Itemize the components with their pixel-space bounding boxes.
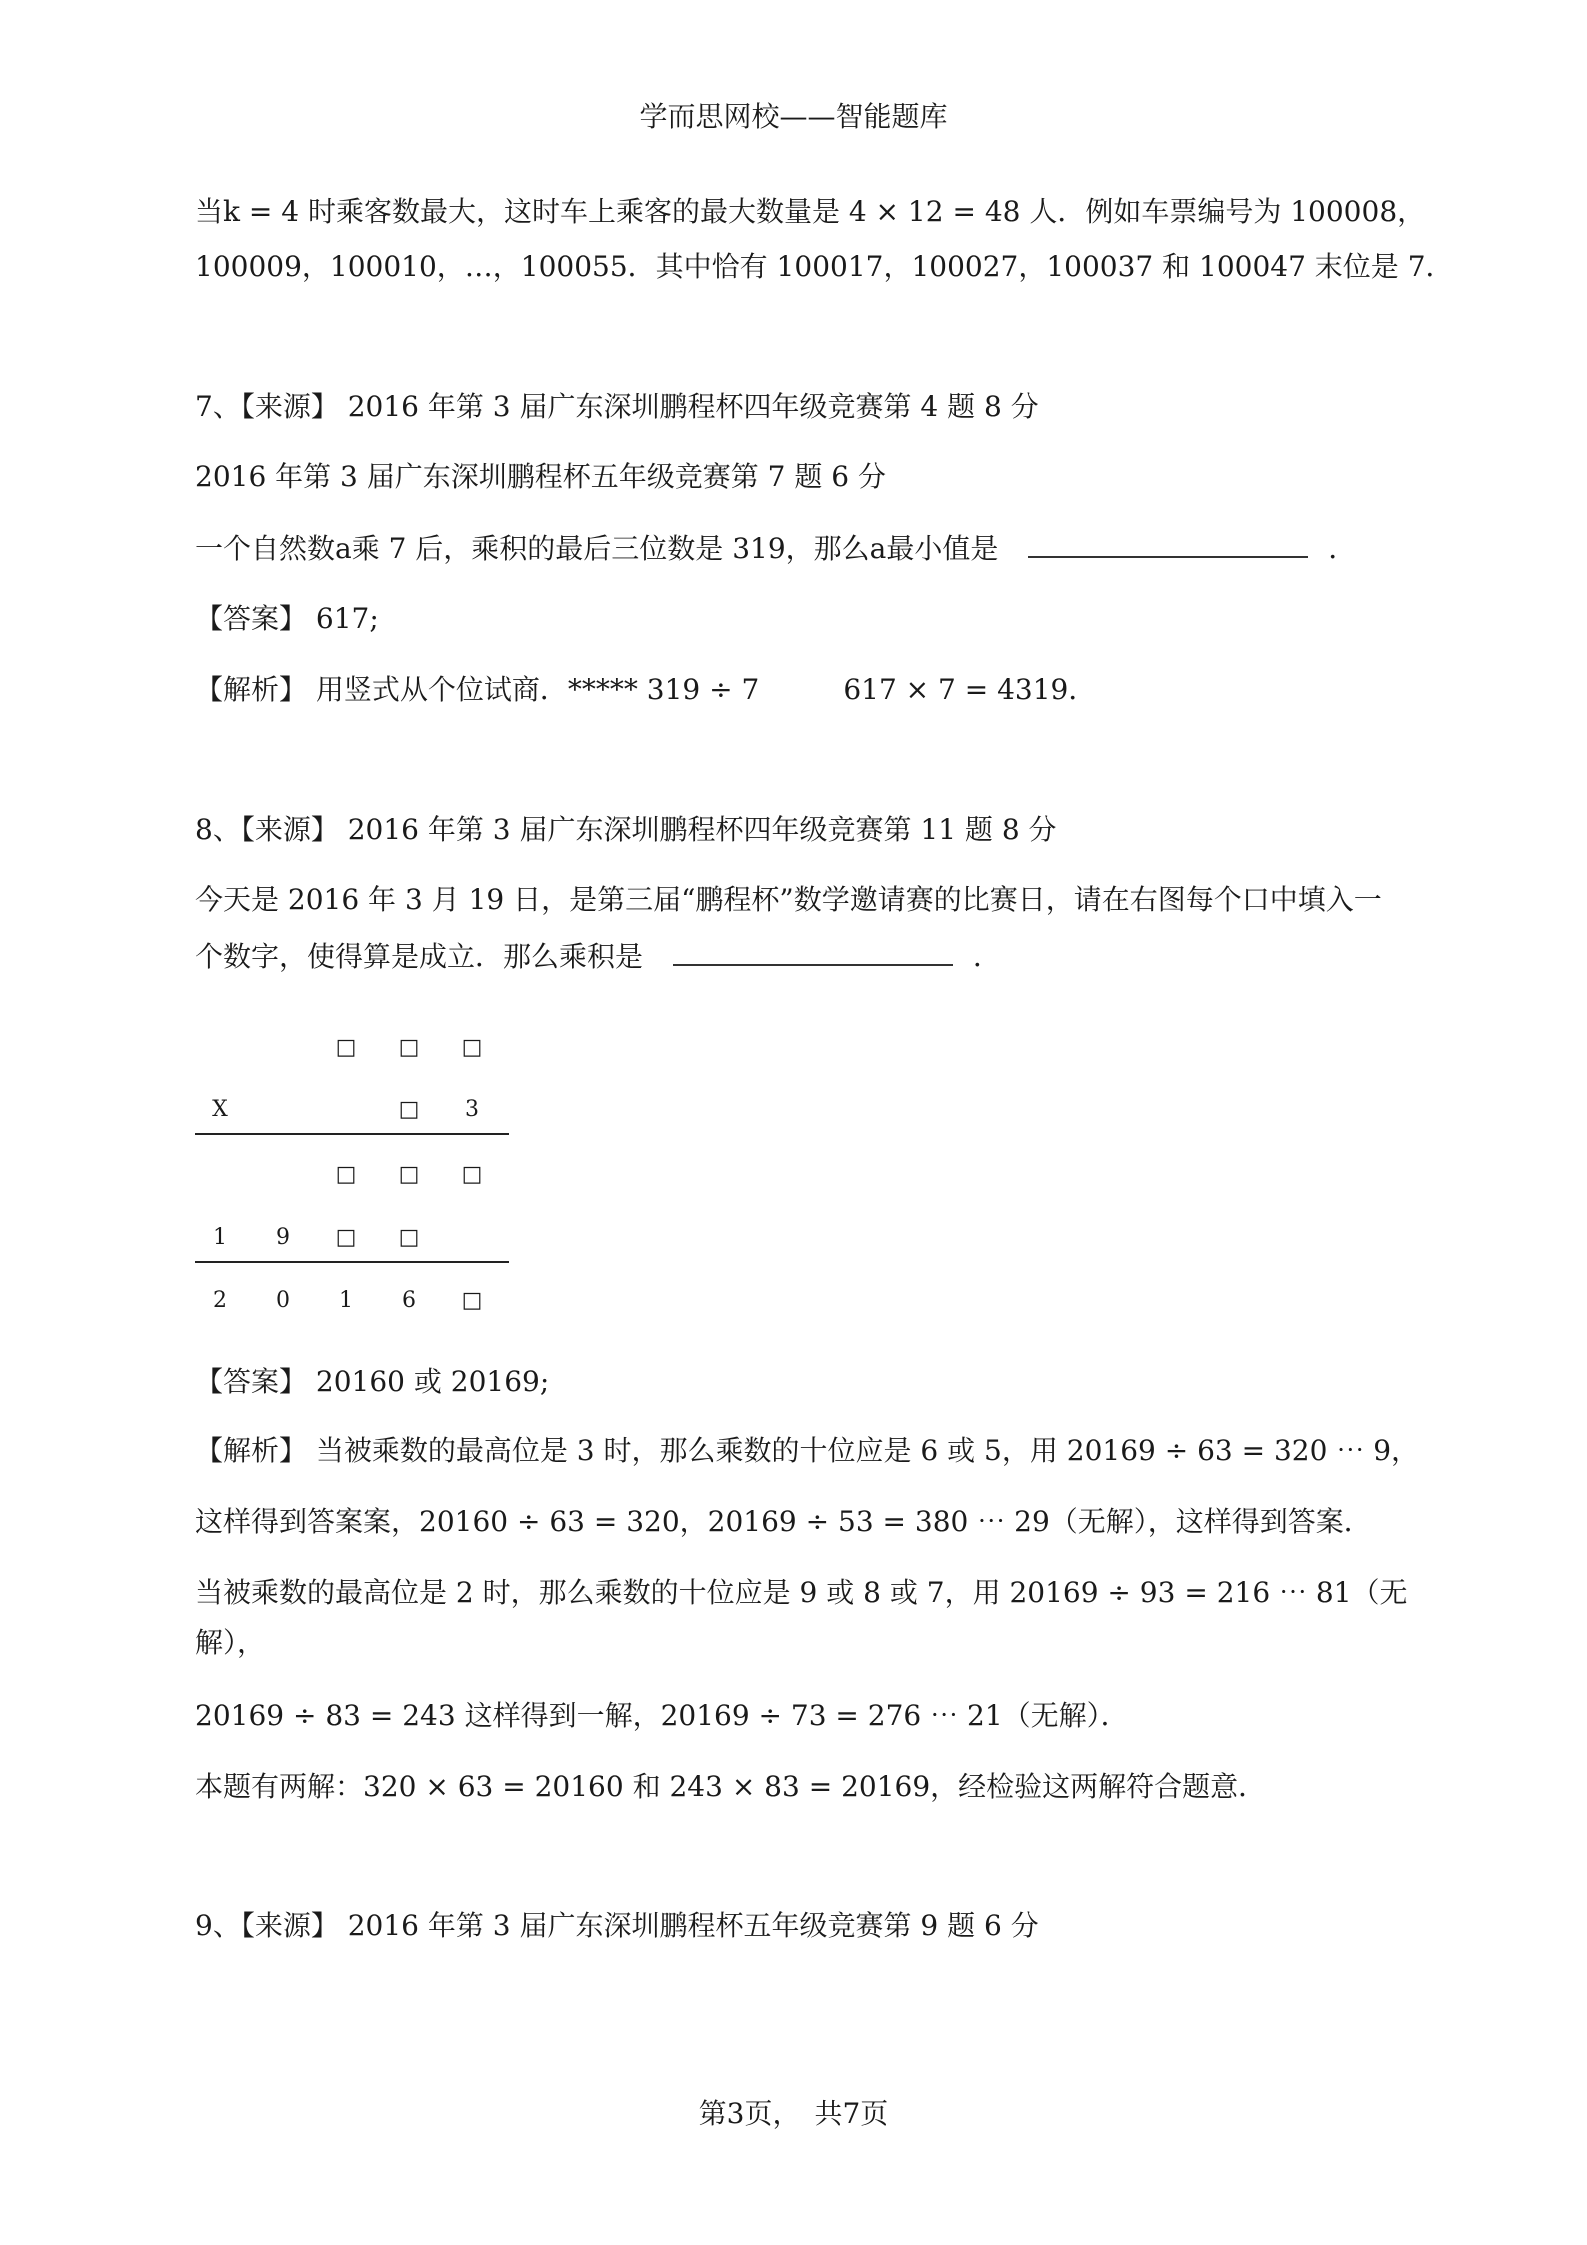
intro-line-2: 100009，100010，…，100055．其中恰有 100017，100027，100037 和 100047 末位是 7． (195, 250, 1454, 283)
q8-analysis-1: 【解析】 当被乘数的最高位是 3 时，那么乘数的十位应是 6 或 5，用 20169 ÷ 63 = 320 ⋯ 9， (195, 1434, 1420, 1467)
grid-rule-1 (195, 1133, 509, 1135)
q7-question (195, 528, 1356, 569)
grid-r1-c3: □ (335, 1035, 357, 1060)
q8-analysis-4: 解）， (195, 1626, 266, 1659)
q8-question-end: ． (973, 940, 1002, 973)
q8-answer: 【答案】 20160 或 20169; (195, 1365, 550, 1398)
grid-rule-2 (195, 1261, 509, 1263)
q8-analysis-5: 20169 ÷ 83 = 243 这样得到一解，20169 ÷ 73 = 276 ⋯ 21（无解）． (195, 1699, 1129, 1732)
q7-answer: 【答案】 617; (195, 602, 379, 635)
q8-question-line-1: 今天是 2016 年 3 月 19 日，是第三届“鹏程杯”数学邀请赛的比赛日，请在右图每个口中填入一 (195, 883, 1382, 916)
grid-r5-c4: 6 (402, 1288, 416, 1313)
intro-line-1: 当k = 4 时乘客数最大，这时车上乘客的最大数量是 4 × 12 = 48 人．例如车票编号为 100008， (195, 195, 1426, 228)
q8-analysis-6: 本题有两解：320 × 63 = 20160 和 243 × 83 = 20169，经检验这两解符合题意． (195, 1770, 1267, 1803)
q7-question-end: ． (1328, 532, 1357, 565)
grid-r5-c2: 0 (276, 1288, 290, 1313)
q8-analysis-2: 这样得到答案案，20160 ÷ 63 = 320，20169 ÷ 53 = 380 ⋯ 29（无解），这样得到答案． (195, 1505, 1372, 1538)
q8-question-line-2 (195, 936, 1001, 977)
grid-r1-c5: □ (461, 1035, 483, 1060)
grid-r3-c3: □ (335, 1162, 357, 1187)
grid-r4-c2: 9 (276, 1225, 290, 1250)
q8-question-text: 个数字，使得算是成立．那么乘积是 (195, 940, 644, 973)
grid-r3-c5: □ (461, 1162, 483, 1187)
grid-r2-c4: □ (398, 1097, 420, 1122)
q7-source-2: 2016 年第 3 届广东深圳鹏程杯五年级竞赛第 7 题 6 分 (195, 460, 887, 493)
q8-answer-blank[interactable] (673, 936, 953, 966)
grid-r4-c4: □ (398, 1225, 420, 1250)
grid-r5-c5: □ (461, 1288, 483, 1313)
q7-source-1: 7、【来源】 2016 年第 3 届广东深圳鹏程杯四年级竞赛第 4 题 8 分 (195, 390, 1039, 423)
q9-source: 9、【来源】 2016 年第 3 届广东深圳鹏程杯五年级竞赛第 9 题 6 分 (195, 1909, 1039, 1942)
q8-analysis-3: 当被乘数的最高位是 2 时，那么乘数的十位应是 9 或 8 或 7，用 20169 ÷ 93 = 216 ⋯ 81（无 (195, 1576, 1408, 1609)
page-header: 学而思网校——智能题库 (639, 100, 948, 133)
grid-r4-c3: □ (335, 1225, 357, 1250)
grid-r4-c1: 1 (213, 1225, 227, 1250)
grid-r5-c3: 1 (339, 1288, 353, 1313)
q7-answer-blank[interactable] (1028, 528, 1308, 558)
q8-source: 8、【来源】 2016 年第 3 届广东深圳鹏程杯四年级竞赛第 11 题 8 分 (195, 813, 1057, 846)
multiplication-grid (195, 1010, 509, 1313)
grid-r1-c4: □ (398, 1035, 420, 1060)
page-footer: 第3页， 共7页 (698, 2097, 889, 2130)
q7-analysis: 【解析】 用竖式从个位试商．***** 319 ÷ 7 617 × 7 = 4319． (195, 673, 1097, 706)
grid-r2-c5: 3 (465, 1097, 479, 1122)
grid-r5-c1: 2 (213, 1288, 227, 1313)
grid-r3-c4: □ (398, 1162, 420, 1187)
grid-r2-c1: X (212, 1097, 228, 1122)
q7-question-text: 一个自然数a乘 7 后，乘积的最后三位数是 319，那么a最小值是 (195, 532, 999, 565)
